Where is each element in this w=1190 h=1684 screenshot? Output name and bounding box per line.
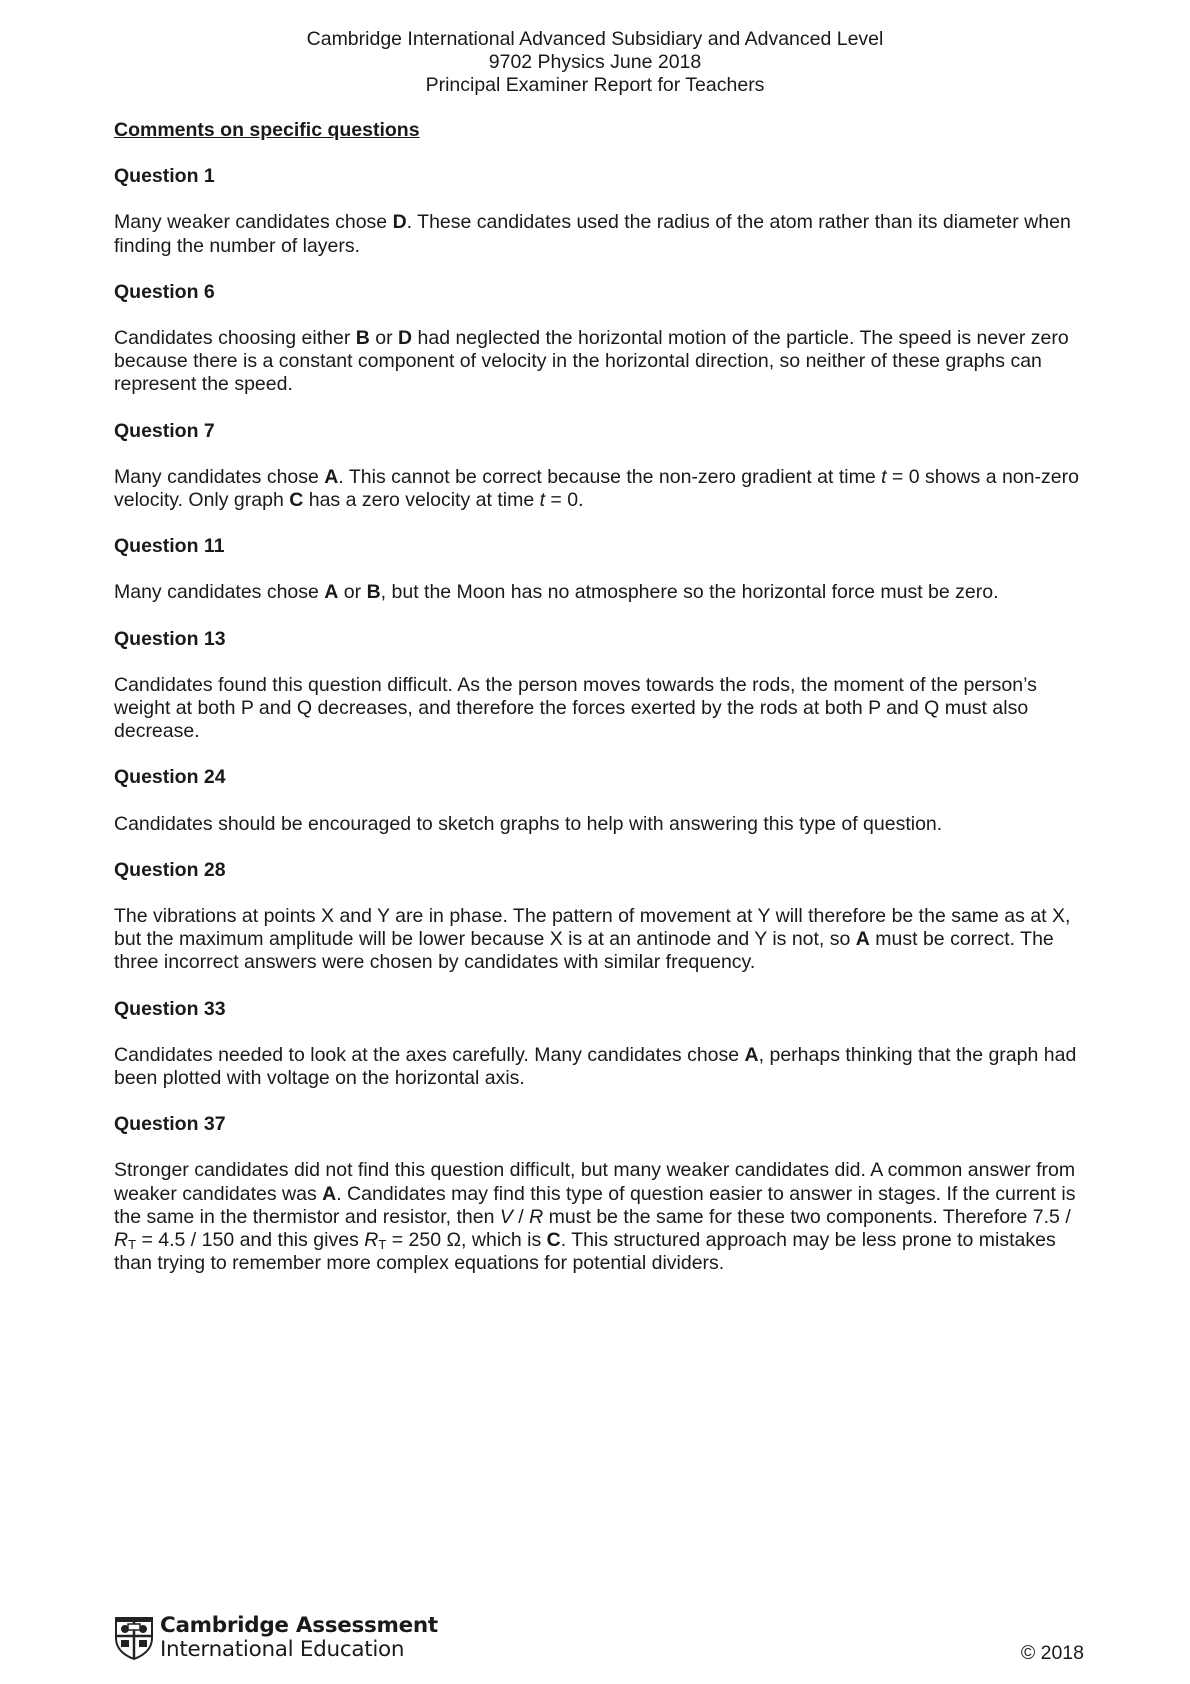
question-heading: Question 7 bbox=[114, 419, 215, 442]
answer-letter: A bbox=[324, 465, 339, 488]
answer-letter: B bbox=[355, 327, 370, 350]
question-heading: Question 1 bbox=[114, 165, 215, 188]
answer-letter: D bbox=[398, 327, 413, 350]
answer-letter: A bbox=[744, 1043, 759, 1066]
question-heading: Question 37 bbox=[114, 1113, 226, 1136]
italic-symbol: R bbox=[529, 1205, 544, 1228]
text-run: or bbox=[338, 581, 367, 604]
text-run: must be the same for these two components. Therefore 7.5 / bbox=[543, 1205, 1071, 1228]
italic-symbol: t bbox=[539, 489, 546, 512]
text-run: or bbox=[369, 327, 399, 350]
question-comment bbox=[114, 327, 1094, 397]
section-title: Comments on specific questions bbox=[114, 119, 420, 141]
text-run: must be correct. The three incorrect answers were chosen by candidates with similar frequency. bbox=[114, 928, 1054, 974]
text-run: , but the Moon has no atmosphere so the horizontal force must be zero. bbox=[380, 581, 999, 604]
question-comment bbox=[114, 813, 1094, 836]
text-run: The vibrations at points X and Y are in phase. The pattern of movement at Y will therefore be the same as at X, but the maximum amplitude will be lower because X is at an antinode and Y is not, so bbox=[114, 905, 1071, 951]
copyright: © 2018 bbox=[1020, 1642, 1084, 1664]
text-run: Many weaker candidates chose bbox=[114, 211, 393, 234]
question-heading: Question 33 bbox=[114, 997, 226, 1020]
answer-letter: D bbox=[392, 211, 407, 234]
header-line-1: Cambridge International Advanced Subsidiary and Advanced Level bbox=[306, 28, 884, 50]
text-run: Candidates should be encouraged to sketch graphs to help with answering this type of question. bbox=[114, 812, 943, 835]
answer-letter: A bbox=[322, 1182, 337, 1205]
logo-line-2: International Education bbox=[160, 1637, 405, 1662]
text-run: Stronger candidates did not find this question difficult, but many weaker candidates did. A common answer from weaker candidates was bbox=[114, 1159, 1076, 1205]
crest-icon bbox=[114, 1616, 154, 1660]
text-run: = 0 shows a non-zero velocity. Only graph bbox=[114, 465, 1079, 512]
header-line-2: 9702 Physics June 2018 bbox=[488, 51, 702, 73]
text-run: Candidates choosing either bbox=[114, 327, 356, 350]
italic-symbol: R bbox=[114, 1229, 129, 1252]
italic-symbol: V bbox=[499, 1205, 513, 1228]
italic-symbol: R bbox=[364, 1229, 379, 1252]
question-comment bbox=[114, 905, 1094, 975]
text-run: Candidates found this question difficult. As the person moves towards the rods, the moment of the person’s weight at both P and Q decreases, and therefore the forces exerted by the rods at both P and Q must also decrease. bbox=[114, 673, 1037, 743]
answer-letter: A bbox=[324, 581, 339, 604]
answer-letter: C bbox=[289, 489, 304, 512]
question-comment bbox=[114, 211, 1094, 257]
report-content bbox=[114, 119, 1094, 1299]
header-line-3: Principal Examiner Report for Teachers bbox=[425, 74, 765, 96]
text-run: = 0. bbox=[545, 489, 584, 512]
question-heading: Question 11 bbox=[114, 535, 225, 558]
question-heading: Question 24 bbox=[114, 766, 226, 789]
subscript: T bbox=[128, 1237, 137, 1253]
text-run: . This cannot be correct because the non-zero gradient at time bbox=[338, 465, 882, 488]
text-run: has a zero velocity at time bbox=[303, 489, 540, 512]
italic-symbol: t bbox=[881, 465, 887, 488]
answer-letter: C bbox=[546, 1229, 561, 1252]
question-heading: Question 28 bbox=[114, 858, 226, 881]
logo-line-1: Cambridge Assessment bbox=[160, 1613, 438, 1638]
text-run: = 4.5 / 150 and this gives bbox=[136, 1229, 365, 1252]
question-comment bbox=[114, 466, 1094, 512]
page-header bbox=[0, 28, 1190, 97]
question-heading: Question 13 bbox=[114, 627, 226, 650]
question-comment bbox=[114, 581, 1094, 604]
question-heading: Question 6 bbox=[114, 280, 215, 303]
answer-letter: B bbox=[366, 581, 381, 604]
text-run: Candidates needed to look at the axes carefully. Many candidates chose bbox=[114, 1043, 745, 1066]
text-run: = 250 Ω, which is bbox=[386, 1229, 547, 1252]
question-list bbox=[114, 165, 1094, 1275]
question-comment bbox=[114, 1044, 1094, 1090]
question-comment bbox=[114, 674, 1094, 744]
logo-wordmark bbox=[160, 1614, 438, 1662]
text-run: had neglected the horizontal motion of the particle. The speed is never zero because there is a constant component of velocity in the horizontal direction, so neither of these graphs can represent the speed. bbox=[114, 327, 1069, 396]
text-run: Many candidates chose bbox=[114, 465, 325, 488]
text-run: , perhaps thinking that the graph had been plotted with voltage on the horizontal axis. bbox=[114, 1043, 1077, 1090]
text-run: . This structured approach may be less prone to mistakes than trying to remember more complex equations for potential dividers. bbox=[114, 1229, 1056, 1275]
text-run: . Candidates may find this type of question easier to answer in stages. If the current is the same in the thermistor and resistor, then bbox=[114, 1182, 1076, 1228]
subscript: T bbox=[378, 1237, 387, 1253]
text-run: . These candidates used the radius of the atom rather than its diameter when finding the number of layers. bbox=[114, 211, 1071, 257]
text-run: Many candidates chose bbox=[114, 581, 325, 604]
answer-letter: A bbox=[855, 928, 870, 951]
cambridge-logo bbox=[114, 1613, 438, 1664]
text-run: / bbox=[512, 1205, 530, 1228]
question-comment bbox=[114, 1159, 1094, 1275]
